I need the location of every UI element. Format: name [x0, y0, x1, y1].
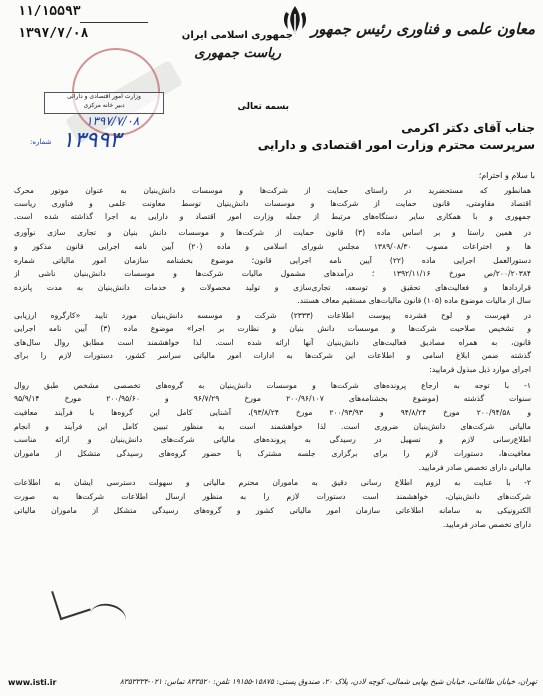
body-line: دستورالعمل اجرایی ماده (۲۲) آیین نامه اجرایی قانون؛ موضوع بخشنامه سازمان امور مالیاتی شماره [14, 256, 531, 265]
body-line: معافیت‌ها، دستورات لازم را برای برگزاری جلسه مشترک با حضور گروه‌های رسیدگی متشکل از ماموران [14, 449, 531, 458]
footer-website: www.isti.ir [8, 678, 57, 687]
body-line: اقتصاد مقاومتی، قانون حمایت از شرکت‌ها و موسسات دانش‌بنیان توسط معاونت علمی و فناوری ریاست [14, 199, 531, 208]
body-line: در همین راستا و بر اساس ماده (۳) قانون حمایت از شرکت‌ها و موسسات دانش بنیان و تجاری سازی نوآوری [14, 228, 531, 237]
body-line: سنوات گذشته (موضوع بخشنامه‌های ۲۰۰/۹۶/۱۰۷ مورخ ۹۶/۷/۲۹ و ۲۰۰/۹۵/۶۰ مورخ ۹۵/۹/۱۴ [14, 394, 531, 403]
registration-office: دبیر خانه مرکزی [83, 102, 125, 109]
body-line: مالیاتی دارای تخصص صادر فرمایید. [418, 463, 531, 472]
footer-address: تهران، خیابان طالقانی، خیابان شیخ بهایی شمالی، کوچه لادن، پلاک ۲۰، صندوق پستی: ۱۵۸۷۵-۱۹۱۵۵ تلفن: ۸۴۳۵۲۰ تماس: ۰۲۱-۸۳۵۳۳۳۴ [119, 677, 537, 686]
body-line: مالیاتی شرکت‌های دانش‌بنیان ضروری است. لذا خواهشمند است به منظور تبیین کامل این فرآیند و انجام [14, 422, 531, 431]
recipient-role: سرپرست محترم وزارت امور اقتصادی و دارایی [257, 138, 535, 152]
body-line: ۲۰۰/۲۰۳۸۴/ص مورخ ۱۳۹۲/۱۱/۱۶ ؛ درآمدهای مشمول مالیات شرکت‌ها و موسسات دانش‌بنیان ناشی از [14, 269, 531, 278]
body-line: همانطور که مستحضرید در راستای حمایت از شرکت‌ها و موسسات دانش‌بنیان به عنوان موتور محرک [14, 186, 531, 195]
body-line: قراردادها و فعالیت‌های تحقیق و توسعه، تجاری‌سازی و تولید محصولات و خدمات دانش‌بنیان به مدت پانزده [14, 283, 531, 292]
body-line: اطلاع‌رسانی لازم و تسهیل در رسیدگی به پرونده‌های مالیاتی شرکت‌های دانش‌بنیان و ارائه مناسب [14, 435, 531, 444]
country-title: جمهوری اسلامی ایران [181, 30, 293, 41]
body-line: ۱- با توجه به ارجاع پرونده‌های شرکت‌ها و موسسات دانش‌بنیان به گروه‌های تخصصی مشخص طبق روال [14, 381, 531, 390]
bismillah: بسمه تعالی [237, 102, 289, 112]
signature-stroke [88, 601, 129, 634]
signature [51, 582, 91, 620]
body-line: جمهوری و با همکاری سایر دستگاه‌های مرتبط از جمله وزارت امور اقتصاد و دارایی به اجرا گذاشته شده است. [14, 212, 531, 221]
header-divider [80, 22, 148, 23]
body-line: ها و اختراعات مصوب ۱۳۸۹/۰۸/۳۰ مجلس شورای اسلامی و ماده (۲۰) آیین نامه اجرایی قانون مذکور و [14, 242, 531, 251]
body-line: الکترونیکی به سامانه اطلاعاتی سازمان امور مالیاتی کشور و گروه‌های رسیدگی متشکل از ماموران مالیاتی [14, 506, 531, 515]
body-line: و تشخیص صلاحیت شرکت‌ها و موسسات دانش بنیان و نظارت بر اجرا» موضوع ماده (۳) آیین نامه اجرایی [14, 324, 531, 333]
body-line: شرکت‌های دانش‌بنیان، خواهشمند است دستورات لازم را به منظور ارسال اطلاعات شرکت‌ها به صورت [14, 492, 531, 501]
body-line: دارای تخصص صادر فرمایید. [442, 520, 531, 529]
vice-presidency-title: معاون علمی و فناوری رئیس جمهور [311, 20, 535, 38]
body-line: و ۲۰۰/۹۴/۵۸ مورخ ۹۴/۸/۲۴ و ۲۰۰/۹۳/۹۳ مورخ ۹۳/۸/۲۴)، آشنایی کامل این گروه‌ها با فرآیند معافیت [14, 408, 531, 417]
body-line: قانون، به همراه مصادیق فعالیت‌های دانش‌بنیان آنها ارائه شده است. لذا خواهشمند است مطابق روال سال‌های [14, 338, 531, 347]
body-line: ۲- با عنایت به لزوم اطلاع رسانی دقیق به ماموران محترم مالیاتی و سهولت دسترسی ایشان به اطلاعات [14, 478, 531, 487]
body-line: اجرای موارد ذیل مبذول فرمایید: [429, 365, 531, 374]
registration-date: ۱۳۹۷/۷/۰۸ [86, 114, 140, 128]
body-line: گذشته ضمن ابلاغ اسامی و اطلاعات این شرکت‌ها به ادارات امور مالیاتی سراسر کشور، دستورات لازم را برای [14, 351, 531, 360]
letter-number: ۱۱/۱۵۵۹۳ [18, 4, 81, 19]
body-line: سال از مالیات موضوع ماده (۱۰۵) قانون مالیات‌های مستقیم معاف هستند. [297, 296, 531, 305]
recipient-name: جناب آقای دکتر اکرمی [401, 121, 535, 135]
body-line: در فهرست و لوح فشرده پیوست اطلاعات (۲۳۳۳) شرکت و موسسه دانش‌بنیان مورد تایید «کارگروه ارزیابی [14, 311, 531, 320]
registration-ministry: وزارت امور اقتصادی و دارائی [67, 93, 141, 100]
letter-date: ۱۳۹۷/۷/۰۸ [18, 26, 89, 41]
presidency-title: ریاست جمهوری [194, 46, 281, 61]
greeting: با سلام و احترام؛ [478, 171, 535, 180]
registration-number: ۱۳۹۹۳ [62, 128, 122, 153]
registration-number-label: شماره: [30, 138, 52, 146]
